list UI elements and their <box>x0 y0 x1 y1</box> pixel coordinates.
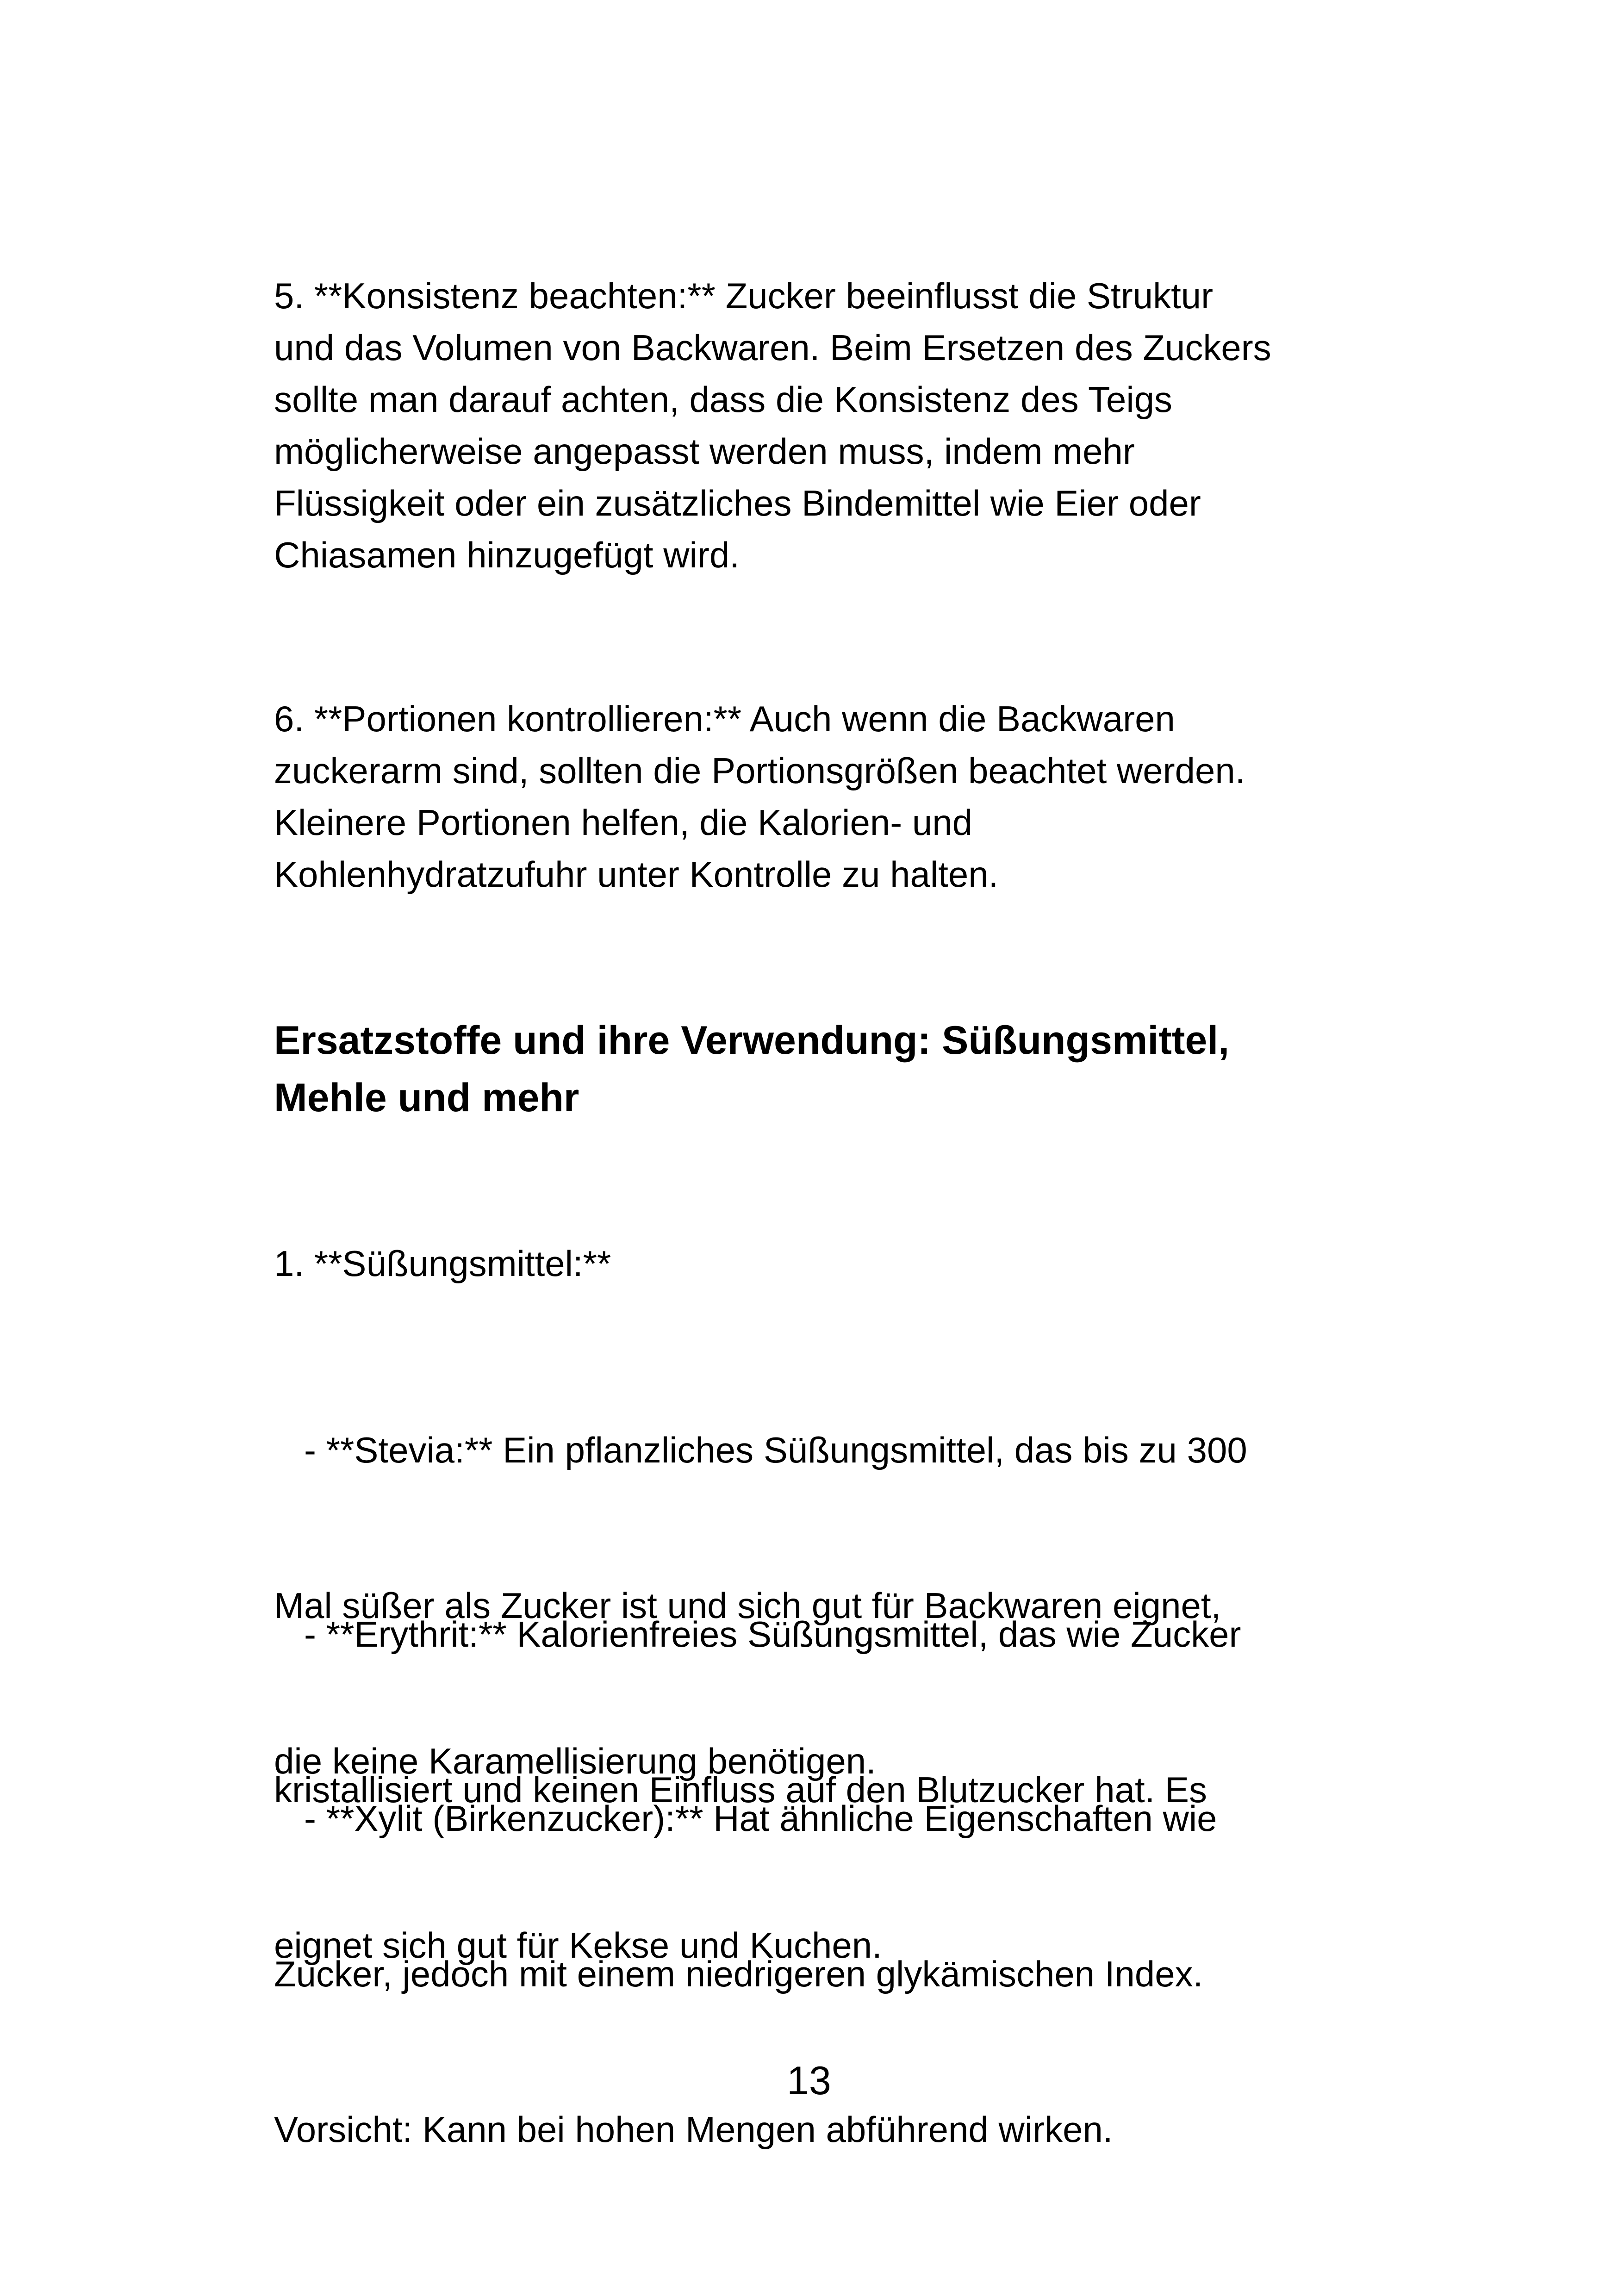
paragraph-item-5 <box>274 270 1394 581</box>
text-line: eignet sich gut für Kekse und Kuchen. <box>274 1925 882 1966</box>
text-line: Kohlenhydratzufuhr unter Kontrolle zu halten. <box>274 854 999 895</box>
text-line: - **Stevia:** Ein pflanzliches Süßungsmittel, das bis zu 300 <box>274 1430 1247 1470</box>
text-line: kristallisiert und keinen Einfluss auf den Blutzucker hat. Es <box>274 1769 1207 1810</box>
text-line: Kleinere Portionen helfen, die Kalorien- und <box>274 802 973 843</box>
text-line: die keine Karamellisierung benötigen. <box>274 1741 876 1781</box>
heading-line: Mehle und mehr <box>274 1076 579 1120</box>
text-line: und das Volumen von Backwaren. Beim Ersetzen des Zuckers <box>274 327 1271 368</box>
text-line: möglicherweise angepasst werden muss, indem mehr <box>274 431 1135 472</box>
text-line: Zucker, jedoch mit einem niedrigeren glykämischen Index. <box>274 1954 1203 1994</box>
text-line: zuckerarm sind, sollten die Portionsgrößen beachtet werden. <box>274 750 1245 791</box>
text-line: - **Erythrit:** Kalorienfreies Süßungsmittel, das wie Zucker <box>274 1614 1241 1655</box>
paragraph-item-6 <box>274 693 1394 900</box>
heading-line: Ersatzstoffe und ihre Verwendung: Süßungsmittel, <box>274 1018 1230 1063</box>
text-line: 1. **Süßungsmittel:** <box>274 1243 611 1284</box>
text-line: - **Xylit (Birkenzucker):** Hat ähnliche Eigenschaften wie <box>274 1798 1217 1839</box>
list-title-sweeteners <box>274 1238 1394 1289</box>
text-line: sollte man darauf achten, dass die Konsistenz des Teigs <box>274 379 1173 420</box>
section-heading <box>274 1012 1394 1126</box>
list-item-xylit <box>274 1689 1394 2259</box>
text-line: Mal süßer als Zucker ist und sich gut für Backwaren eignet, <box>274 1585 1221 1626</box>
text-line: Flüssigkeit oder ein zusätzliches Bindemittel wie Eier oder <box>274 483 1201 523</box>
page-number: 13 <box>787 2059 831 2103</box>
text-line: 5. **Konsistenz beachten:** Zucker beeinflusst die Struktur <box>274 275 1214 316</box>
text-line: Chiasamen hinzugefügt wird. <box>274 535 740 575</box>
text-line: Vorsicht: Kann bei hohen Mengen abführend wirken. <box>274 2109 1113 2150</box>
text-line: 6. **Portionen kontrollieren:** Auch wenn die Backwaren <box>274 698 1175 739</box>
